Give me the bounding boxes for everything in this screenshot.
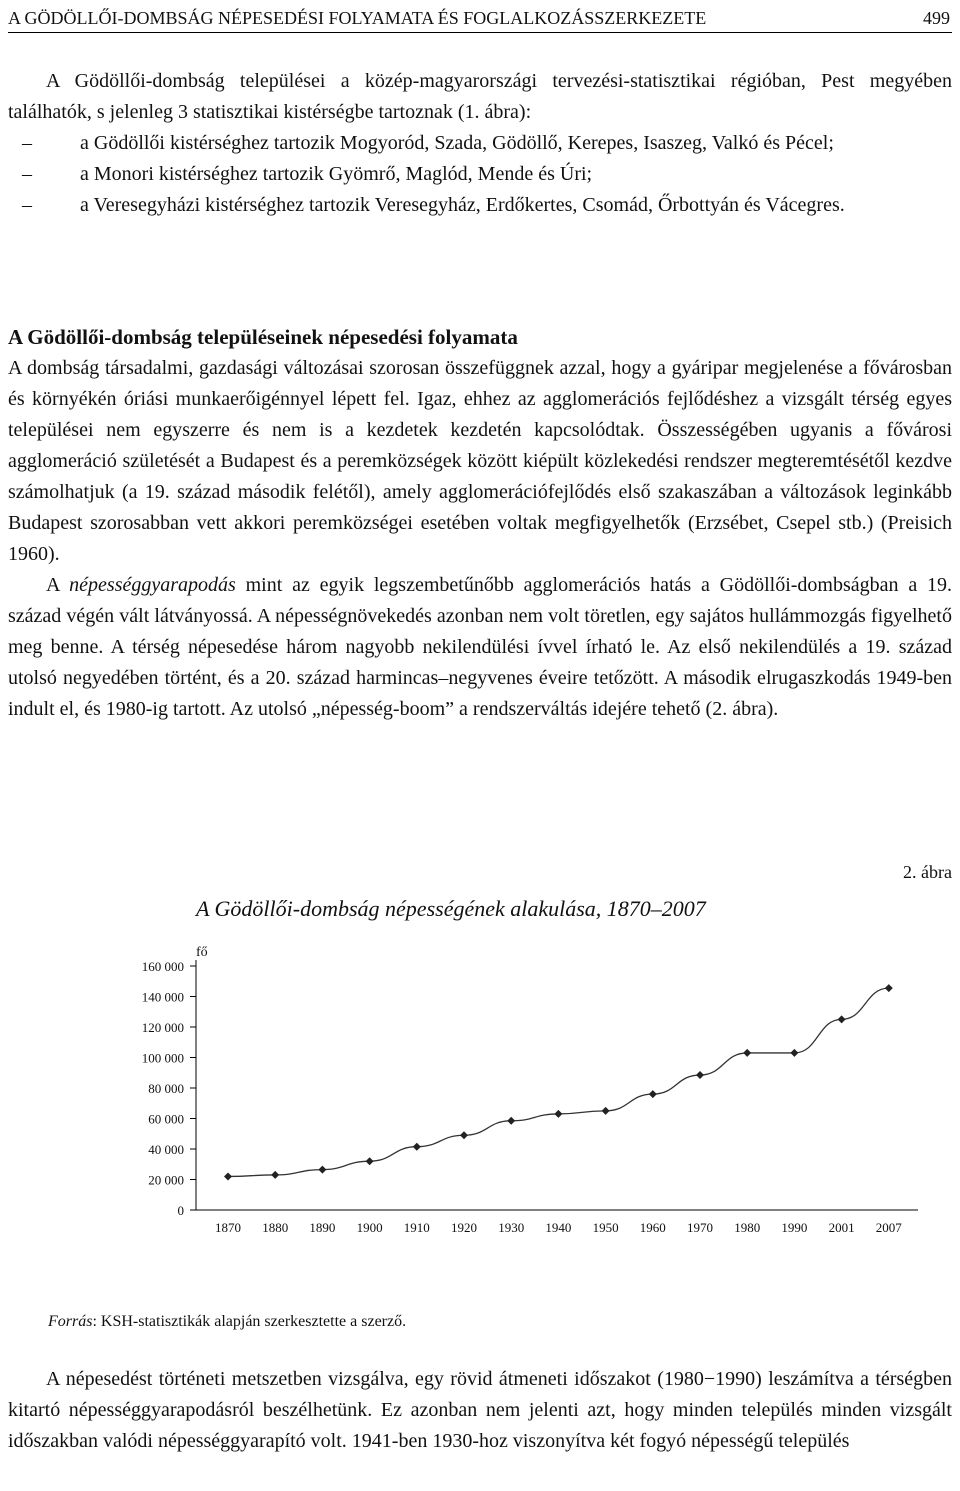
data-point-marker: [838, 1015, 846, 1023]
source-label: Forrás: [48, 1313, 93, 1330]
list-item: [8, 128, 952, 159]
x-tick-label: 1930: [498, 1220, 525, 1235]
data-point-marker: [366, 1157, 374, 1165]
data-point-marker: [460, 1131, 468, 1139]
data-point-marker: [271, 1171, 279, 1179]
y-tick-label: 40 000: [148, 1142, 184, 1157]
list-item-text: a Veresegyházi kistérséghez tartozik Veresegyház, Erdőkertes, Csomád, Őrbottyán és Vácegres.: [80, 194, 845, 216]
figure-source: [48, 1313, 406, 1331]
data-point-marker: [649, 1090, 657, 1098]
y-tick-label: 140 000: [141, 989, 184, 1005]
section-heading: A Gödöllői-dombság településeinek népesedési folyamata: [8, 325, 518, 349]
final-paragraph-text: A népesedést történeti metszetben vizsgálva, egy rövid átmeneti időszakot (1980−1990) leszámítva a térségben kitartó népességgyarapodásról beszélhetünk. Ez azonban nem jelenti azt, hogy minden település minden vizsgált időszakban valódi népességgyarapító volt. 1941-ben 1930-hoz viszonyítva két fogyó népességű település: [8, 1368, 952, 1452]
data-point-marker: [602, 1107, 610, 1115]
x-tick-label: 1870: [215, 1220, 241, 1235]
y-tick-label: 20 000: [148, 1172, 184, 1188]
body-text: [8, 353, 952, 725]
running-title: A GÖDÖLLŐI-DOMBSÁG NÉPESEDÉSI FOLYAMATA ÉS FOGLALKOZÁSSZERKEZETE: [8, 8, 707, 28]
figure-label: 2. ábra: [903, 862, 952, 882]
population-line-chart: [0, 930, 960, 1260]
intro-paragraph: A Gödöllői-dombság települései a közép-magyarországi tervezési-statisztikai régióban, Pest megyében találhatók, s jelenleg 3 statisztikai kistérségbe tartoznak (1. ábra):: [8, 70, 952, 123]
data-point-marker: [507, 1117, 515, 1125]
x-tick-label: 1980: [734, 1220, 761, 1235]
paragraph-2-rest: mint az egyik legszembetűnőbb agglomerációs hatás a Gödöllői-dombságban a 19. század végén vált látványossá. A népességnövekedés azonban nem volt töretlen, egy sajátos hullámmozgás figyelhető meg benne. A térség népesedése három nagyobb nekilendülési ívvel írható le. Az első nekilendülés a 19. század utolsó negyedében történt, és a 20. század harmincas–negyvenes éveire tetőzött. A második elrugaszkodás 1949-ben indult el, és 1980-ig tartott. Az utolsó „népesség-boom” a rendszerváltás idejére tehető (2. ábra).: [8, 574, 953, 720]
x-tick-label: 1940: [545, 1220, 572, 1235]
y-tick-label: 160 000: [141, 959, 184, 974]
x-tick-label: 1890: [309, 1220, 336, 1235]
x-tick-label: 1950: [592, 1220, 619, 1235]
source-text: : KSH-statisztikák alapján szerkesztette a szerző.: [92, 1313, 407, 1330]
data-point-marker: [413, 1143, 421, 1151]
list-item: [8, 190, 952, 221]
chart-title: A Gödöllői-dombság népességének alakulása, 1870–2007: [196, 896, 706, 921]
population-series-line: [228, 988, 889, 1176]
x-tick-label: 1920: [451, 1220, 477, 1235]
y-tick-label: 120 000: [141, 1020, 184, 1035]
data-point-marker: [790, 1049, 798, 1057]
dash-marker: –: [22, 194, 32, 216]
x-tick-label: 1880: [262, 1220, 289, 1235]
dash-marker: –: [22, 163, 32, 185]
x-tick-label: 1910: [403, 1220, 430, 1235]
final-paragraph: [8, 1364, 952, 1457]
x-tick-label: 2007: [875, 1220, 902, 1235]
paragraph-1: A dombság társadalmi, gazdasági változásai szorosan összefüggnek azzal, hogy a gyáripar megjelenése a fővárosban és környékén óriási munkaerőigénnyel lépett fel. Igaz, ehhez az agglomerációs fejlődéshez a vizsgált térség egyes települései nem egyszerre és nem is a kezdetek kezdetén kapcsolódtak. Összességében ugyanis a fővárosi agglomeráció születését a Budapest és a peremközségek között kiépült közlekedési rendszer megteremtésétől kezdve számolhatjuk (a 19. század második felétől), amely agglomerációfejlődés első szakaszában a változások leginkább Budapest szorosabban vett akkori peremközségei esetében voltak megfigyelhetők (Erzsébet, Csepel stb.) (Preisich 1960).: [8, 357, 952, 565]
subregion-list: [8, 128, 952, 221]
emphasis-term: népességgyarapodás: [69, 574, 236, 596]
y-tick-label: 100 000: [141, 1050, 184, 1066]
y-tick-label: 0: [177, 1203, 184, 1218]
running-header: [8, 4, 952, 33]
y-tick-label: 60 000: [148, 1111, 184, 1127]
y-axis-label: fő: [196, 945, 208, 960]
x-tick-label: 2001: [828, 1220, 855, 1235]
x-tick-label: 1900: [356, 1220, 383, 1235]
paragraph-2: [8, 570, 952, 725]
data-point-marker: [318, 1166, 326, 1174]
x-tick-label: 1990: [781, 1220, 808, 1235]
data-point-marker: [554, 1110, 562, 1118]
data-point-marker: [696, 1071, 704, 1079]
paragraph-2-lead: A: [46, 574, 70, 596]
y-tick-label: 80 000: [148, 1081, 184, 1096]
list-item-text: a Gödöllői kistérséghez tartozik Mogyoród, Szada, Gödöllő, Kerepes, Isaszeg, Valkó és Pécel;: [80, 132, 834, 154]
data-point-marker: [224, 1172, 232, 1180]
data-point-marker: [885, 984, 893, 992]
dash-marker: –: [22, 132, 32, 154]
x-tick-label: 1960: [639, 1220, 666, 1235]
list-item-text: a Monori kistérséghez tartozik Gyömrő, Maglód, Mende és Úri;: [80, 163, 593, 185]
x-tick-label: 1970: [687, 1220, 713, 1235]
list-item: [8, 159, 952, 190]
page-number: 499: [923, 8, 950, 28]
data-point-marker: [743, 1049, 751, 1057]
